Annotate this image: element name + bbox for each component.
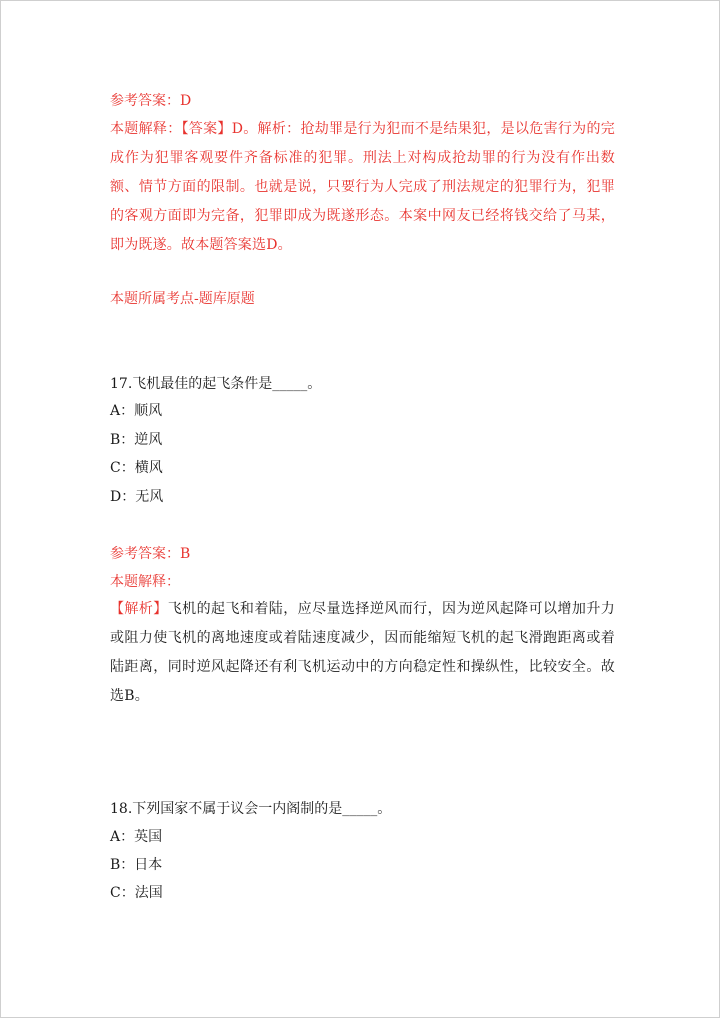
question-17: 17.飞机最佳的起飞条件是_____。 — [110, 376, 322, 392]
explanation-label: 本题解释： — [110, 574, 180, 590]
answer-line: 参考答案：B — [110, 546, 191, 562]
option-a: A：顺风 — [110, 403, 163, 419]
question-18: 18.下列国家不属于议会一内阁制的是_____。 — [110, 801, 392, 817]
option-b: B：逆风 — [110, 432, 163, 448]
explanation-paragraph: 本题解释：【答案】D。解析：抢劫罪是行为犯而不是结果犯，是以危害行为的完成作为犯罪客观要件齐备标准的犯罪。刑法上对构成抢劫罪的行为没有作出数额、情节方面的限制。也就是说，只要行为人完成了刑法规定的犯罪行为，犯罪的客观方面即为完备，犯罪即成为既遂形态。本案中网友已经将钱交给了马某，即为既遂。故本题答案选D。 — [110, 121, 615, 253]
answer-line: 参考答案：D — [110, 93, 192, 109]
explanation-tag: 【解析】 — [110, 601, 168, 617]
option-a: A：英国 — [110, 829, 163, 845]
explanation-paragraph — [110, 595, 615, 711]
option-b: B：日本 — [110, 857, 163, 873]
option-d: D：无风 — [110, 489, 164, 505]
source-line: 本题所属考点-题库原题 — [110, 291, 255, 307]
explanation-text: 飞机的起飞和着陆，应尽量选择逆风而行，因为逆风起降可以增加升力或阻力使飞机的离地速度或着陆速度减少，因而能缩短飞机的起飞滑跑距离或着陆距离，同时逆风起降还有利飞机运动中的方向稳定性和操纵性，比较安全。故选B。 — [110, 601, 615, 704]
option-c: C：横风 — [110, 460, 163, 476]
option-c: C：法国 — [110, 885, 163, 901]
